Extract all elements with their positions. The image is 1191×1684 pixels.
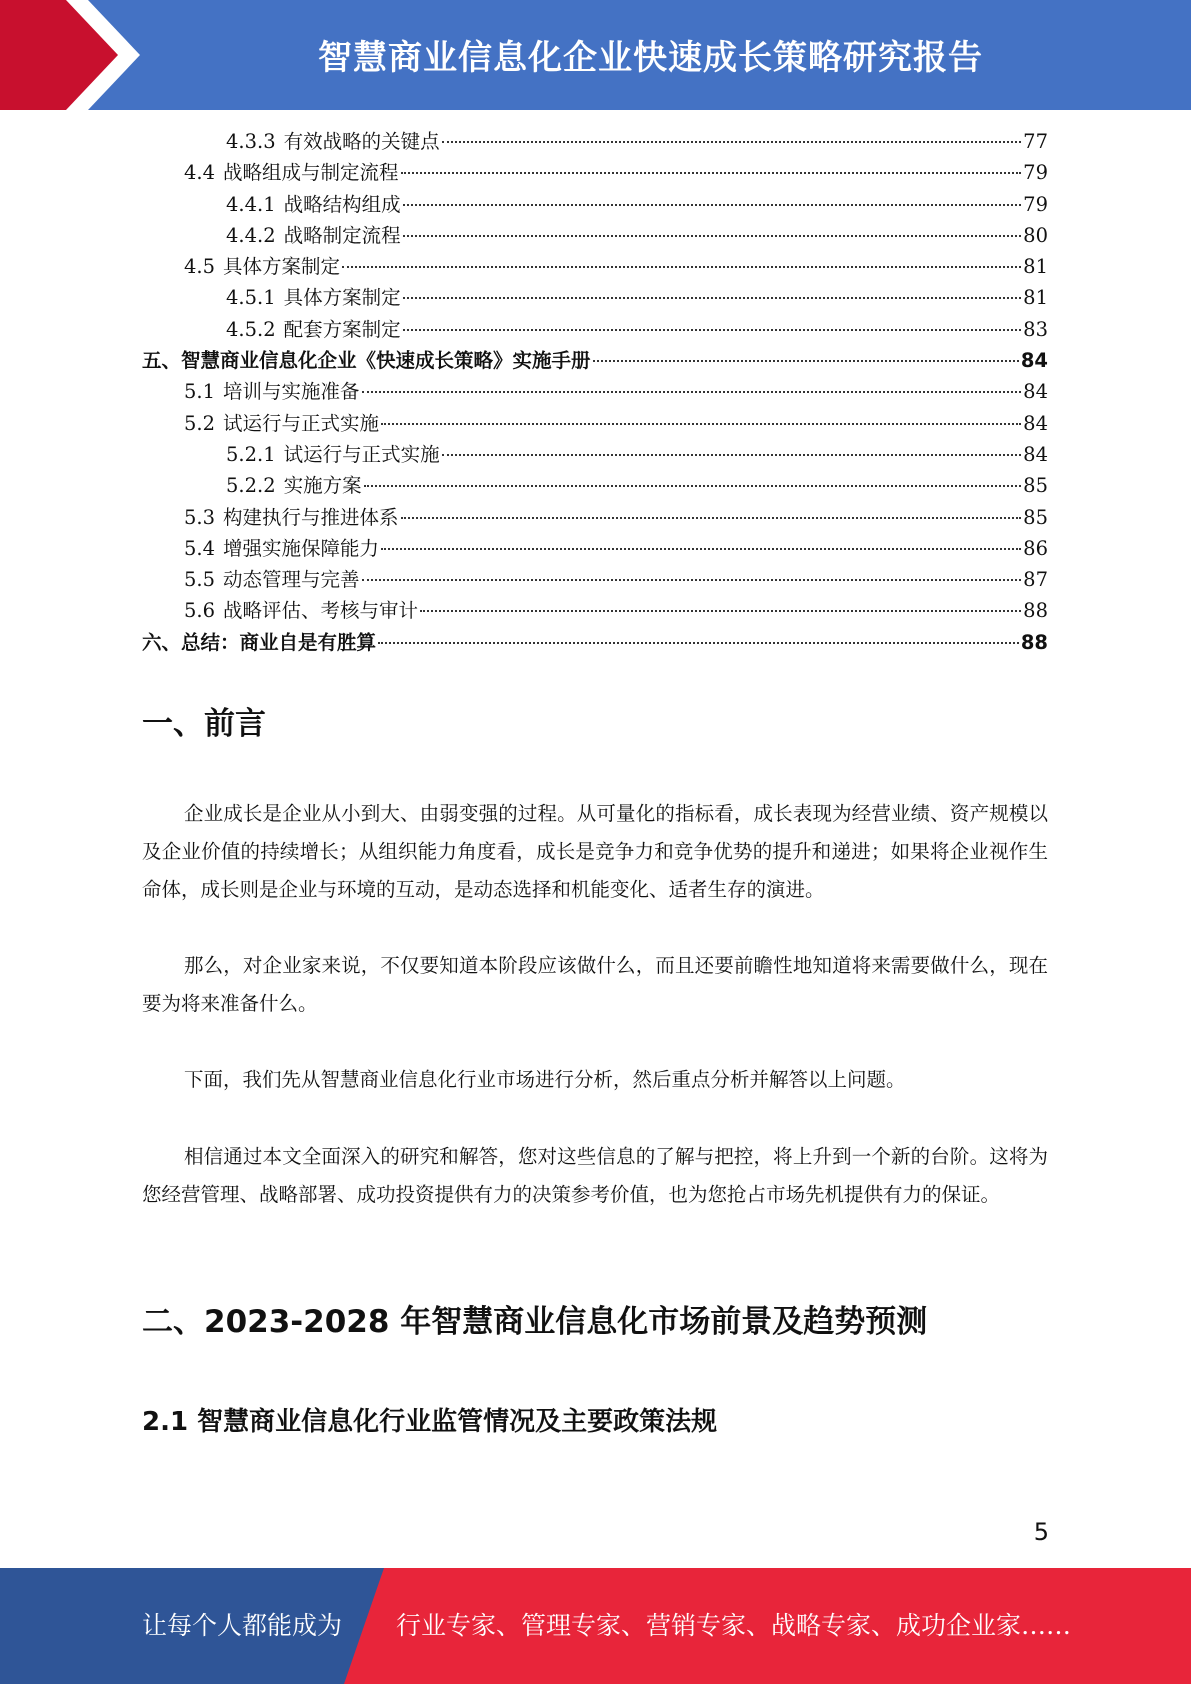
page-footer	[0, 1568, 1191, 1684]
toc-entry-number: 5.1	[184, 380, 216, 404]
toc-entry-page: 77	[1023, 130, 1048, 153]
toc-entry-title: 战略评估、考核与审计	[223, 599, 419, 623]
toc-entry-title: 五、智慧商业信息化企业《快速成长策略》实施手册	[142, 349, 591, 373]
toc-entry-number: 4.4.2	[226, 223, 276, 247]
toc-entry[interactable]	[142, 157, 1048, 188]
toc-entry-number: 5.2.2	[226, 474, 276, 498]
toc-entry-number: 4.3.3	[226, 130, 276, 153]
toc-entry-title: 有效战略的关键点	[283, 130, 440, 153]
toc-dot-leader	[401, 517, 1022, 519]
section-heading-market-forecast: 二、2023-2028 年智慧商业信息化市场前景及趋势预测	[142, 1304, 928, 1340]
toc-dot-leader	[362, 579, 1022, 581]
toc-dot-leader	[381, 423, 1021, 425]
toc-dot-leader	[364, 485, 1022, 487]
toc-entry[interactable]	[142, 470, 1048, 501]
toc-entry-page: 87	[1023, 568, 1048, 592]
paragraph: 相信通过本文全面深入的研究和解答，您对这些信息的了解与把控，将上升到一个新的台阶。这将为您经营管理、战略部署、成功投资提供有力的决策参考价值，也为您抢占市场先机提供有力的保证。	[142, 1145, 1048, 1206]
toc-entry-page: 80	[1023, 223, 1048, 247]
toc-dot-leader	[403, 204, 1022, 206]
toc-entry-page: 84	[1023, 380, 1048, 404]
toc-dot-leader	[403, 235, 1022, 237]
toc-entry-title: 培训与实施准备	[223, 380, 360, 404]
toc-entry-title: 具体方案制定	[283, 286, 401, 310]
toc-entry-number: 4.4.1	[226, 192, 276, 216]
toc-entry-title: 动态管理与完善	[223, 568, 360, 592]
toc-entry[interactable]	[142, 564, 1048, 595]
toc-dot-leader	[442, 141, 1022, 143]
toc-entry-page: 84	[1023, 442, 1048, 466]
report-title: 智慧商业信息化企业快速成长策略研究报告	[318, 37, 983, 78]
toc-dot-leader	[442, 454, 1022, 456]
toc-entry[interactable]	[142, 627, 1048, 658]
toc-entry[interactable]	[142, 282, 1048, 313]
toc-entry-page: 84	[1020, 349, 1048, 373]
toc-entry-page: 83	[1023, 317, 1048, 341]
toc-entry-page: 85	[1023, 505, 1048, 529]
footer-slogan-right: 行业专家、管理专家、营销专家、战略专家、成功企业家……	[396, 1611, 1072, 1640]
toc-entry-title: 战略结构组成	[283, 192, 401, 216]
toc-entry[interactable]	[142, 251, 1048, 282]
toc-dot-leader	[378, 642, 1019, 644]
table-of-contents	[142, 126, 1048, 658]
toc-entry[interactable]	[142, 345, 1048, 376]
toc-entry[interactable]	[142, 595, 1048, 626]
toc-entry[interactable]	[142, 189, 1048, 220]
toc-dot-leader	[381, 548, 1021, 550]
toc-entry-number: 5.6	[184, 599, 216, 623]
section-heading-preface: 一、前言	[142, 706, 266, 742]
toc-entry-page: 81	[1023, 255, 1048, 279]
toc-dot-leader	[403, 297, 1022, 299]
toc-entry-title: 试运行与正式实施	[223, 411, 380, 435]
toc-entry-title: 实施方案	[283, 474, 362, 498]
toc-dot-leader	[401, 172, 1022, 174]
toc-entry-number: 4.5.1	[226, 286, 276, 310]
toc-entry[interactable]	[142, 376, 1048, 407]
toc-entry-title: 配套方案制定	[283, 317, 401, 341]
toc-entry-number: 5.2.1	[226, 442, 276, 466]
toc-entry-title: 增强实施保障能力	[223, 536, 380, 560]
toc-entry-page: 81	[1023, 286, 1048, 310]
toc-entry[interactable]	[142, 220, 1048, 251]
page-number: 5	[1033, 1518, 1049, 1546]
toc-entry-page: 86	[1023, 536, 1048, 560]
toc-entry[interactable]	[142, 408, 1048, 439]
toc-entry-title: 战略组成与制定流程	[223, 161, 399, 185]
toc-entry-number: 4.5.2	[226, 317, 276, 341]
toc-dot-leader	[420, 610, 1021, 612]
toc-entry-number: 5.4	[184, 536, 216, 560]
toc-entry-page: 88	[1023, 599, 1048, 623]
toc-entry[interactable]	[142, 314, 1048, 345]
toc-entry-title: 试运行与正式实施	[283, 442, 440, 466]
toc-dot-leader	[403, 329, 1022, 331]
toc-entry-number: 5.3	[184, 505, 216, 529]
page-header	[0, 0, 1191, 112]
toc-dot-leader	[362, 391, 1022, 393]
toc-entry-page: 85	[1023, 474, 1048, 498]
toc-entry-title: 具体方案制定	[223, 255, 341, 279]
subsection-heading: 2.1 智慧商业信息化行业监管情况及主要政策法规	[142, 1407, 718, 1437]
toc-entry[interactable]	[142, 126, 1048, 157]
paragraph: 下面，我们先从智慧商业信息化行业市场进行分析，然后重点分析并解答以上问题。	[184, 1068, 906, 1091]
toc-dot-leader	[342, 266, 1021, 268]
toc-entry-number: 5.2	[184, 411, 216, 435]
toc-entry-number: 4.4	[184, 161, 216, 185]
paragraph: 那么，对企业家来说，不仅要知道本阶段应该做什么，而且还要前瞻性地知道将来需要做什么，现在要为将来准备什么。	[142, 954, 1048, 1015]
toc-entry-title: 战略制定流程	[283, 223, 401, 247]
paragraph: 企业成长是企业从小到大、由弱变强的过程。从可量化的指标看，成长表现为经营业绩、资产规模以及企业价值的持续增长；从组织能力角度看，成长是竞争力和竞争优势的提升和递进；如果将企业视作生命体，成长则是企业与环境的互动，是动态选择和机能变化、适者生存的演进。	[142, 802, 1048, 901]
toc-entry-page: 79	[1023, 161, 1048, 185]
toc-entry-page: 88	[1020, 630, 1048, 654]
toc-entry-title: 构建执行与推进体系	[223, 505, 399, 529]
toc-entry-number: 5.5	[184, 568, 216, 592]
toc-entry-page: 79	[1023, 192, 1048, 216]
toc-entry-title: 六、总结：商业自是有胜算	[142, 630, 377, 654]
toc-entry[interactable]	[142, 502, 1048, 533]
toc-entry-number: 4.5	[184, 255, 216, 279]
footer-slogan-left: 让每个人都能成为	[142, 1611, 343, 1640]
toc-entry-page: 84	[1023, 411, 1048, 435]
toc-entry[interactable]	[142, 439, 1048, 470]
toc-dot-leader	[593, 360, 1019, 362]
toc-entry[interactable]	[142, 533, 1048, 564]
